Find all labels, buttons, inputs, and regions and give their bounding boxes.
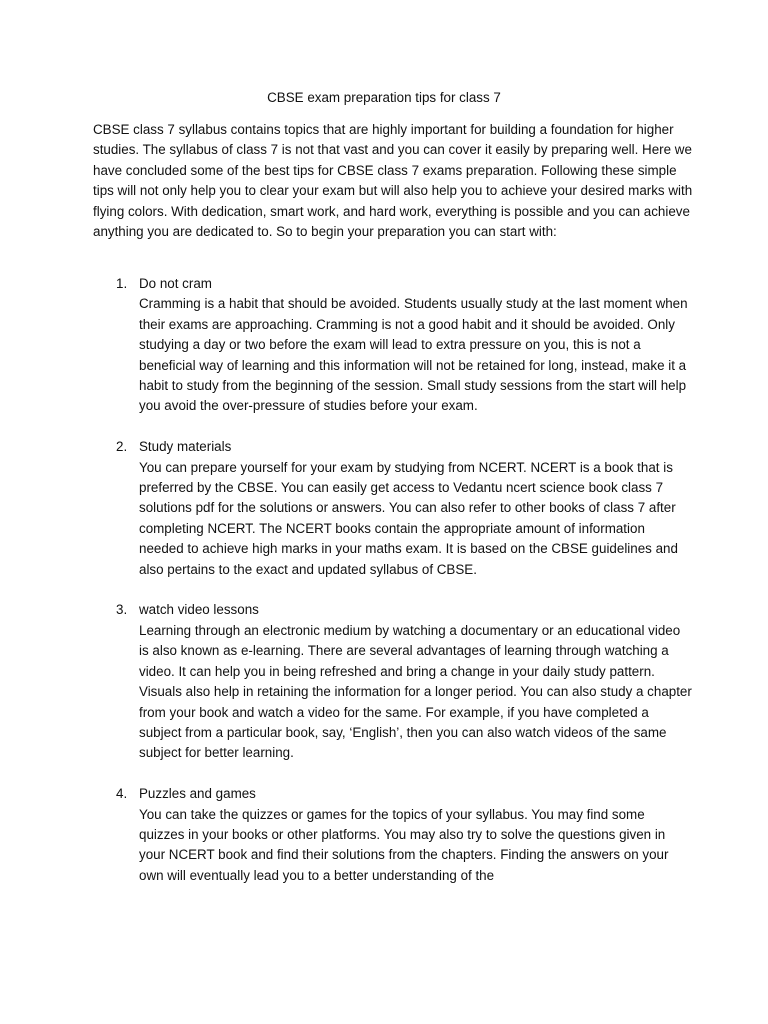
tip-heading: Puzzles and games	[139, 786, 256, 802]
intro-paragraph: CBSE class 7 syllabus contains topics that are highly important for building a foundation for higher studies. The syllabus of class 7 is not that vast and you can cover it easily by preparing well. Here we have concluded some of the best tips for CBSE class 7 exams preparation. Following these simple tips will not only help you to clear your exam but will also help you to achieve your desired marks with flying colors. With dedication, smart work, and hard work, everything is possible and you can achieve anything you are dedicated to. So to begin your preparation you can start with:	[93, 122, 693, 240]
tip-body: You can prepare yourself for your exam by studying from NCERT. NCERT is a book that is preferred by the CBSE. You can easily get access to Vedantu ncert science book class 7 solutions pdf for the solutions or answers. You can also refer to other books of class 7 after completing NCERT. The NCERT books contain the appropriate amount of information needed to achieve high marks in your maths exam. It is based on the CBSE guidelines and also pertains to the exact and updated syllabus of CBSE.	[139, 459, 678, 577]
tip-number: 1.	[116, 276, 128, 291]
tip-item-4	[93, 784, 693, 886]
tip-number: 3.	[116, 602, 128, 618]
tips-list	[93, 274, 693, 907]
tip-heading: Study materials	[139, 439, 232, 455]
tip-item-3	[93, 600, 693, 763]
tip-body: Learning through an electronic medium by watching a documentary or an educational video is also known as e-learning. There are several advantages of learning through watching a video. It can help you in being refreshed and bring a change in your daily study pattern. Visuals also help in retaining the information for a longer period. You can also study a chapter from your book and watch a video for the same. For example, if you have completed a subject from a particular book, say, ‘English’, then you can also watch videos of the same subject for better learning.	[139, 622, 692, 761]
tip-heading: watch video lessons	[139, 602, 259, 618]
tip-body: Cramming is a habit that should be avoided. Students usually study at the last moment when their exams are approaching. Cramming is not a good habit and it should be avoided. Only studying a day or two before the exam will lead to extra pressure on you, this is not a beneficial way of learning and this information will not be retained for long, instead, make it a habit to study from the beginning of the session. Small study sessions from the start will help you avoid the over-pressure of studies before your exam.	[139, 296, 688, 414]
tip-heading: Do not cram	[139, 276, 212, 291]
tip-number: 4.	[116, 786, 128, 802]
tip-item-1	[93, 274, 693, 417]
tip-item-2	[93, 437, 693, 580]
tip-number: 2.	[116, 439, 128, 455]
tip-body: You can take the quizzes or games for the topics of your syllabus. You may find some quizzes in your books or other platforms. You may also try to solve the questions given in your NCERT book and find their solutions from the chapters. Finding the answers on your own will eventually lead you to a better understanding of the	[139, 806, 669, 883]
document-title: CBSE exam preparation tips for class 7	[267, 90, 501, 105]
